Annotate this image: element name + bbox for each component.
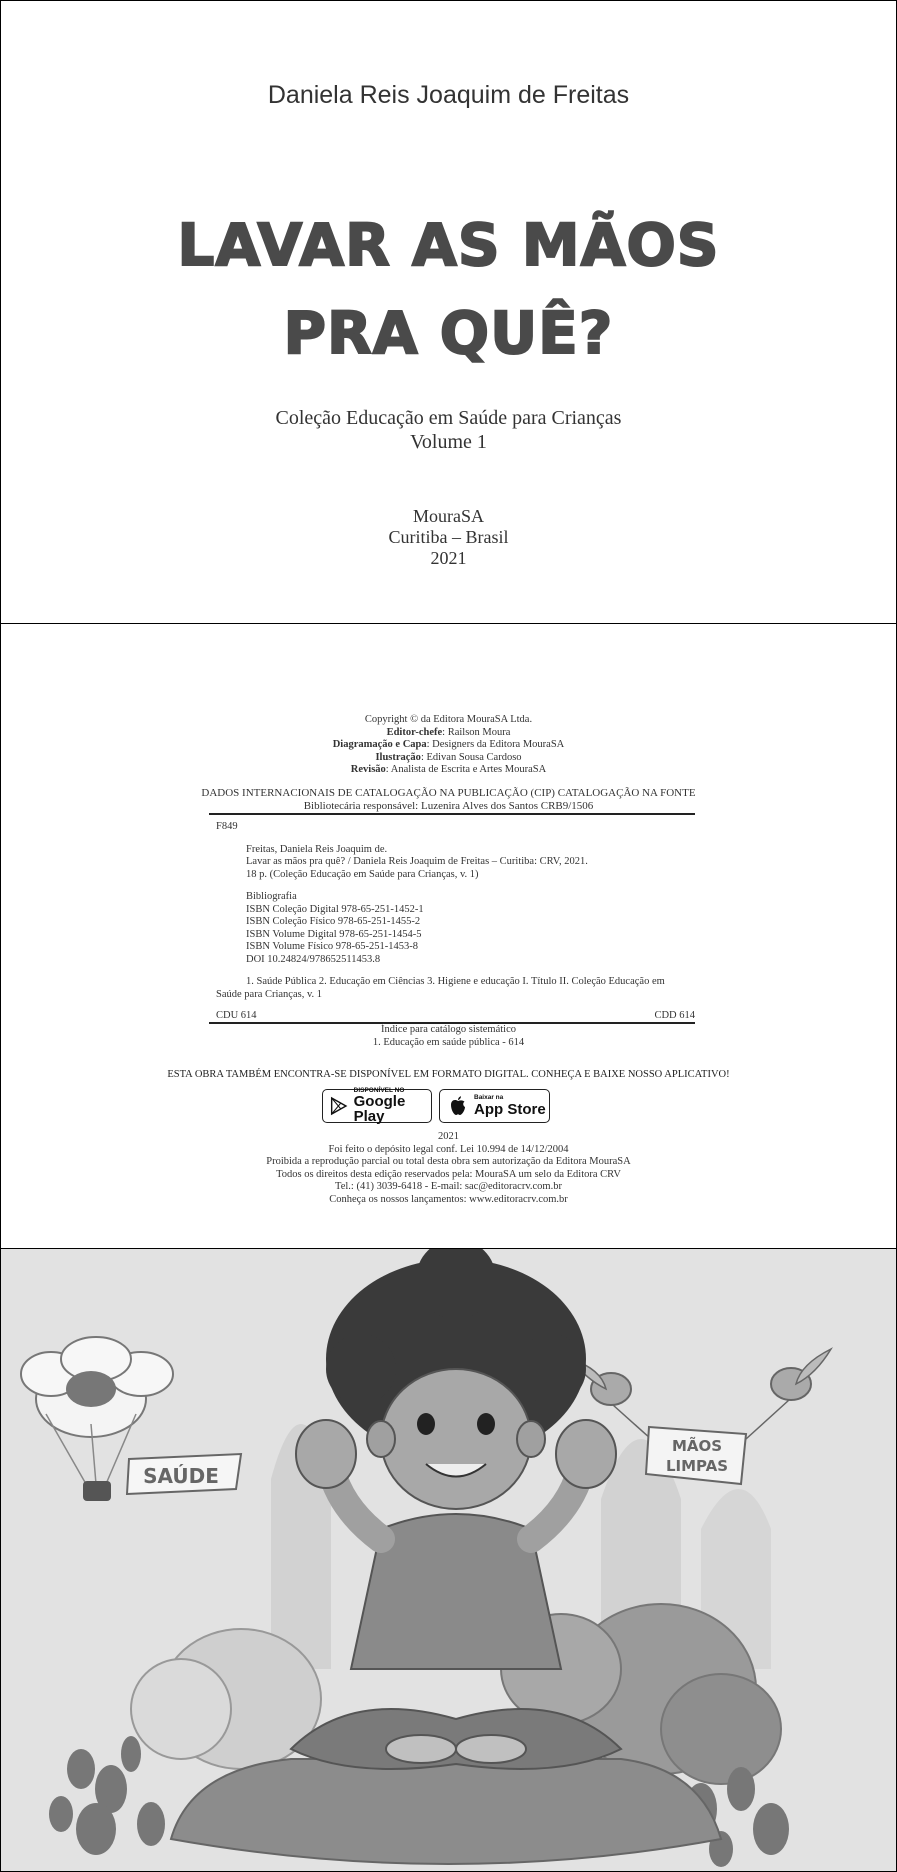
catalog-isbn: ISBN Coleção Físico 978-65-251-1455-2 — [246, 916, 421, 927]
catalog-author: Freitas, Daniela Reis Joaquim de. — [246, 843, 388, 855]
app-store-button[interactable] — [439, 1089, 550, 1123]
cover-illustration — [1, 1249, 896, 1871]
legal-launches: Conheça os nossos lançamentos: www.editoracrv.com.br — [329, 1193, 568, 1205]
google-play-small-label: DISPONÍVEL NO — [353, 1086, 405, 1094]
legal-block — [1, 1131, 896, 1206]
catalog-card — [216, 821, 696, 1001]
cdu-code: CDU 614 — [216, 1010, 257, 1021]
apple-icon — [448, 1095, 468, 1117]
catalog-isbn: ISBN Coleção Digital 978-65-251-1452-1 — [246, 903, 424, 915]
index-title: Índice para catálogo sistemático — [381, 1024, 516, 1035]
illustration-page — [0, 1248, 897, 1872]
title-page — [0, 0, 897, 624]
cdd-code: CDD 614 — [654, 1010, 695, 1021]
catalog-title: Lavar as mãos pra quê? / Daniela Reis Joaquim de Freitas – Curitiba: CRV, 2021. — [246, 856, 588, 867]
legal-contact: Tel.: (41) 3039-6418 - E-mail: sac@editoracrv.com.br — [335, 1181, 562, 1192]
legal-prohibited: Proibida a reprodução parcial ou total desta obra sem autorização da Editora MouraSA — [266, 1156, 631, 1167]
catalog-code: F849 — [216, 821, 238, 832]
google-play-icon — [329, 1095, 349, 1117]
editor-line: Editor-chefe: Railson Moura — [386, 726, 511, 738]
author-name: Daniela Reis Joaquim de Freitas — [267, 81, 630, 109]
catalog-pages: 18 p. (Coleção Educação em Saúde para Crianças, v. 1) — [246, 868, 479, 880]
publication-year: 2021 — [430, 548, 467, 568]
catalog-doi: DOI 10.24824/978652511453.8 — [246, 953, 381, 965]
collection-name: Coleção Educação em Saúde para Crianças — [275, 407, 622, 429]
catalog-isbn: ISBN Volume Físico 978-65-251-1453-8 — [246, 941, 418, 952]
book-title-line2: PRA QUÊ? — [283, 299, 614, 367]
catalog-subjects: 1. Saúde Pública 2. Educação em Ciências 3. Higiene e educação I. Título II. Coleção Educação em — [246, 976, 665, 987]
copyright-page — [0, 623, 897, 1249]
copyright-line: Copyright © da Editora MouraSA Ltda. — [364, 714, 533, 725]
publisher-name: MouraSA — [413, 506, 484, 526]
systematic-index — [1, 1024, 896, 1049]
catalog-isbn: ISBN Volume Digital 978-65-251-1454-5 — [246, 928, 422, 940]
legal-year: 2021 — [438, 1131, 459, 1142]
librarian-line: Bibliotecária responsável: Luzenira Alves dos Santos CRB9/1506 — [303, 799, 594, 812]
volume-label: Volume 1 — [410, 431, 487, 453]
index-entry: 1. Educação em saúde pública - 614 — [372, 1036, 525, 1048]
cip-header — [1, 787, 896, 812]
book-title — [1, 201, 896, 377]
legal-rights: Todos os direitos desta edição reservados pela: MouraSA um selo da Editora CRV — [276, 1168, 621, 1180]
app-store-label: App Store — [474, 1100, 546, 1118]
publisher-city: Curitiba – Brasil — [388, 527, 509, 547]
saude-banner — [127, 1454, 241, 1494]
collection-info — [1, 406, 896, 454]
birds-banner-line1: MÃOS — [671, 1437, 723, 1455]
review-line: Revisão: Analista de Escrita e Artes MouraSA — [350, 764, 547, 775]
cip-top-rule — [209, 813, 695, 815]
app-store-small-label: Baixar na — [474, 1094, 504, 1102]
birds-banner-line2: LIMPAS — [665, 1457, 729, 1475]
google-play-label: Google Play — [353, 1093, 406, 1126]
saude-banner-text: SAÚDE — [143, 1464, 219, 1488]
book-title-line1: LAVAR AS MÃOS — [177, 211, 720, 279]
catalog-subjects-cont: Saúde para Crianças, v. 1 — [216, 988, 323, 1000]
publisher-info — [1, 506, 896, 569]
catalog-bibliography: Bibliografia — [246, 891, 297, 902]
illustration-line: Ilustração: Edivan Sousa Cardoso — [375, 751, 522, 763]
legal-deposit: Foi feito o depósito legal conf. Lei 10.994 de 14/12/2004 — [328, 1143, 569, 1155]
classification-row — [216, 1010, 695, 1021]
design-line: Diagramação e Capa: Designers da Editora MouraSA — [332, 739, 565, 750]
pillow-drawing — [171, 1759, 721, 1864]
digital-notice: ESTA OBRA TAMBÉM ENCONTRA-SE DISPONÍVEL EM FORMATO DIGITAL. CONHEÇA E BAIXE NOSSO APLICATIVO! — [167, 1069, 730, 1080]
credits-block — [1, 714, 896, 777]
cip-title: DADOS INTERNACIONAIS DE CATALOGAÇÃO NA PUBLICAÇÃO (CIP) CATALOGAÇÃO NA FONTE — [201, 787, 696, 799]
google-play-button[interactable] — [322, 1086, 432, 1126]
